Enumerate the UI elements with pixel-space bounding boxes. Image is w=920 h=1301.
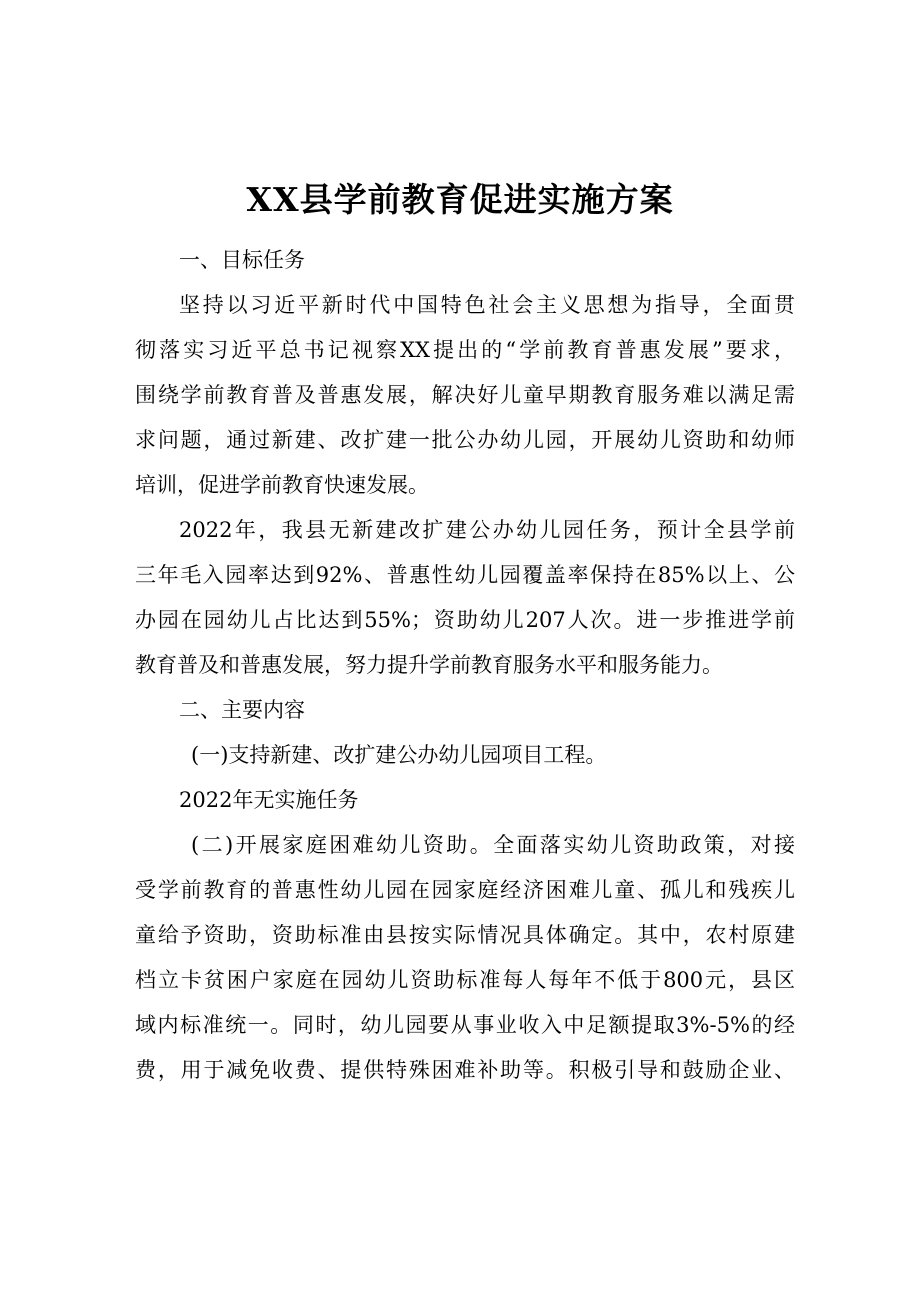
section-heading-content: 二、主要内容 xyxy=(179,698,305,722)
paragraph-line: 坚持以习近平新时代中国特色社会主义思想为指导，全面贯 xyxy=(179,293,795,317)
paragraph-line: 围绕学前教育普及普惠发展，解决好儿童早期教育服务难以满足需 xyxy=(135,383,795,407)
paragraph-line: 档立卡贫困户家庭在园幼儿资助标准每人每年不低于800元，县区 xyxy=(135,968,795,992)
paragraph-line: 培训，促进学前教育快速发展。 xyxy=(135,473,429,497)
paragraph-line: 2022年无实施任务 xyxy=(179,788,359,812)
paragraph-line: (二)开展家庭困难幼儿资助。全面落实幼儿资助政策，对接 xyxy=(191,833,795,857)
document-body xyxy=(135,238,795,1093)
paragraph-line: 域内标准统一。同时，幼儿园要从事业收入中足额提取3%-5%的经 xyxy=(135,1013,795,1037)
paragraph-line: 彻落实习近平总书记视察XX提出的“学前教育普惠发展”要求， xyxy=(135,338,795,362)
section-heading-goals: 一、目标任务 xyxy=(179,248,305,272)
paragraph-line: 三年毛入园率达到92%、普惠性幼儿园覆盖率保持在85%以上、公 xyxy=(135,563,795,587)
paragraph-line: 办园在园幼儿占比达到55%；资助幼儿207人次。进一步推进学前 xyxy=(135,608,795,632)
paragraph-line: 童给予资助，资助标准由县按实际情况具体确定。其中，农村原建 xyxy=(135,923,795,947)
paragraph-line: 教育普及和普惠发展，努力提升学前教育服务水平和服务能力。 xyxy=(135,653,723,677)
subsection-heading: (一)支持新建、改扩建公办幼儿园项目工程。 xyxy=(191,743,607,767)
paragraph-line: 受学前教育的普惠性幼儿园在园家庭经济困难儿童、孤儿和残疾儿 xyxy=(135,878,795,902)
document-title: XX县学前教育促进实施方案 xyxy=(246,180,674,219)
paragraph-line: 求问题，通过新建、改扩建一批公办幼儿园，开展幼儿资助和幼师 xyxy=(135,428,795,452)
paragraph-line: 费，用于减免收费、提供特殊困难补助等。积极引导和鼓励企业、 xyxy=(135,1058,795,1082)
paragraph-line: 2022年，我县无新建改扩建公办幼儿园任务，预计全县学前 xyxy=(179,518,795,542)
